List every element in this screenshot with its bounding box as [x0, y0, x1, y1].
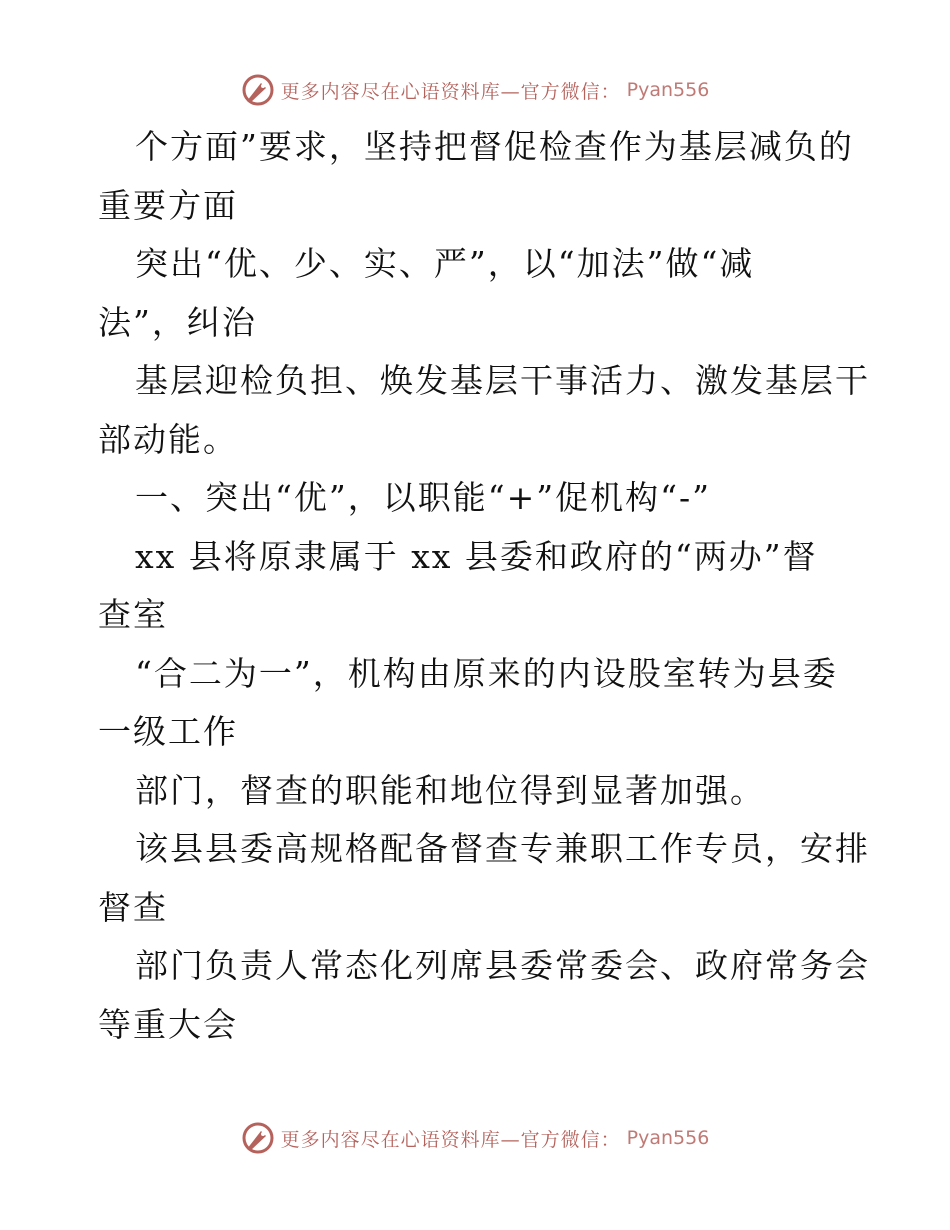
paragraph-line: 突出“优、少、实、严”，以“加法”做“减: [135, 244, 755, 283]
paragraph-line: 法”，纠治: [98, 302, 257, 342]
paragraph-line: 等重大会: [98, 1004, 238, 1044]
header-banner-brand: Pyan556: [626, 79, 710, 101]
header-banner: [0, 70, 950, 110]
paragraph-line: 该县县委高规格配备督查专兼职工作专员，安排: [135, 829, 870, 868]
pen-nib-circle-icon: [241, 73, 275, 107]
pen-nib-circle-icon: [241, 1121, 275, 1155]
header-banner-text: 更多内容尽在心语资料库—官方微信：: [280, 80, 621, 103]
paragraph-line: 部动能。: [98, 419, 238, 459]
section-heading: 一、突出“优”，以职能“+”促机构“-”: [135, 478, 712, 517]
document-body: [98, 118, 870, 1054]
paragraph-line: 基层迎检负担、焕发基层干事活力、激发基层干: [135, 361, 870, 400]
paragraph-line: 部门，督查的职能和地位得到显著加强。: [135, 770, 765, 810]
paragraph-line: 部门负责人常态化列席县委常委会、政府常务会: [135, 946, 870, 985]
paragraph-line: 查室: [98, 595, 168, 634]
paragraph-line: “合二为一”，机构由原来的内设股室转为县委: [135, 653, 838, 693]
paragraph-line: 一级工作: [98, 712, 238, 751]
paragraph-line: 重要方面: [98, 185, 238, 225]
footer-banner-brand: Pyan556: [626, 1127, 710, 1149]
paragraph-line: 督查: [98, 887, 168, 927]
footer-banner: [0, 1118, 950, 1158]
footer-banner-text: 更多内容尽在心语资料库—官方微信：: [280, 1128, 621, 1151]
paragraph-line: xx 县将原隶属于 xx 县委和政府的“两办”督: [135, 536, 818, 576]
paragraph-line: 个方面”要求，坚持把督促检查作为基层减负的: [135, 127, 854, 166]
